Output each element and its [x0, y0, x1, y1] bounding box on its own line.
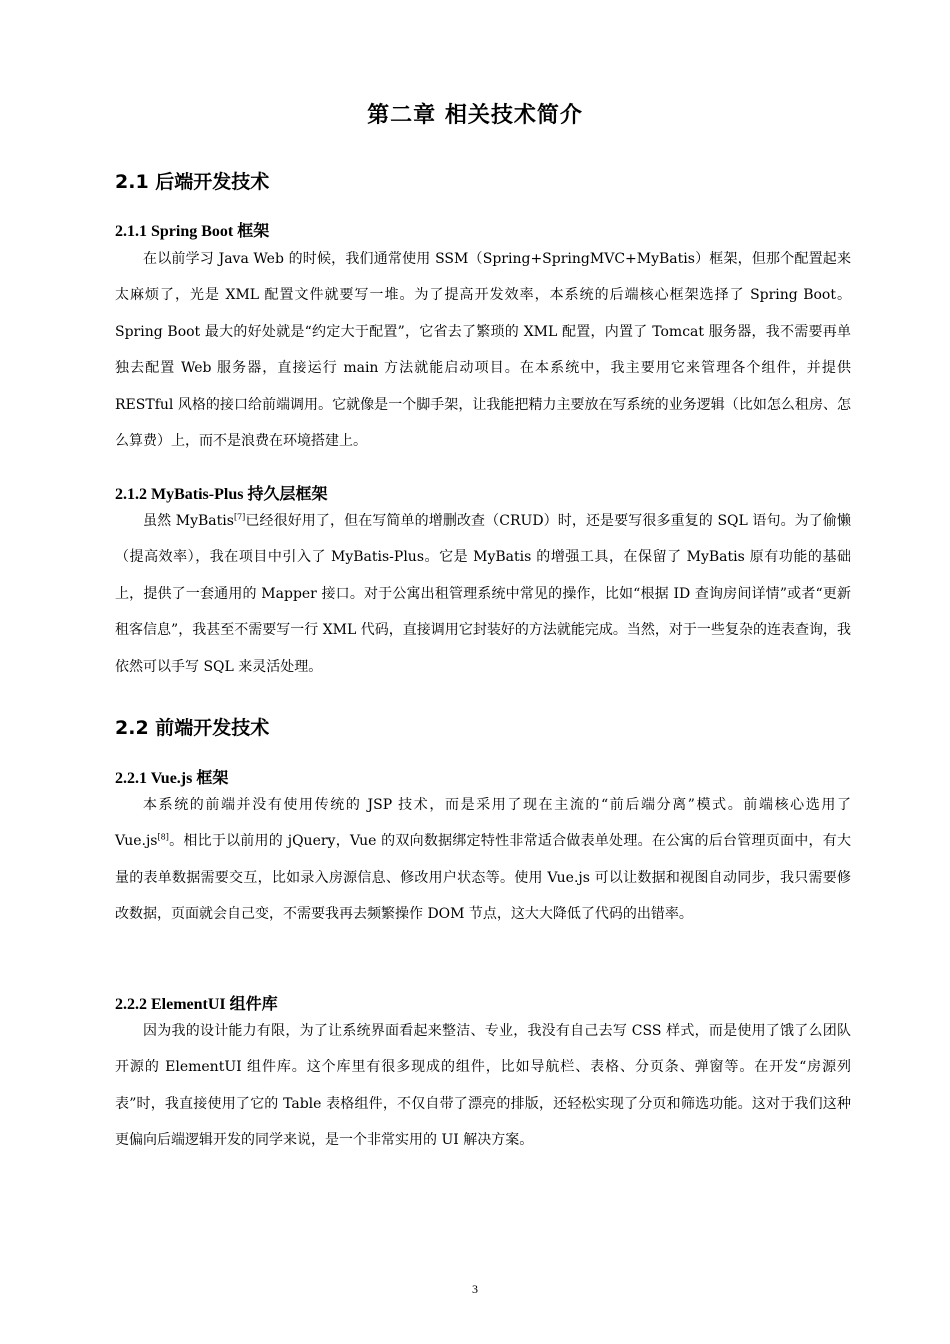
subsection-heading-2-2-2: 2.2.2 ElementUI 组件库: [115, 996, 278, 1013]
subsection-heading-2-1-1: 2.1.1 Spring Boot 框架: [115, 223, 270, 240]
citation-ref: [8]: [157, 832, 169, 842]
section-heading-2-2: 2.2 前端开发技术: [115, 717, 270, 739]
subsection-heading-2-1-2: 2.1.2 MyBatis-Plus 持久层框架: [115, 486, 328, 503]
paragraph-text: 。相比于以前用的 jQuery，Vue 的双向数据绑定特性非常适合做表单处理。在公寓的后台管理页面中，有大量的表单数据需要交互，比如录入房源信息、修改用户状态等。使用 Vue.js 可以让数据和视图自动同步，我只需要修改数据，页面就会自己变，不需要我再去频繁操作 DOM 节点，这大大降低了代码的出错率。: [115, 833, 851, 923]
paragraph-mybatis-plus: [115, 503, 851, 685]
subsection-heading-2-2-1: 2.2.1 Vue.js 框架: [115, 770, 229, 787]
paragraph-spring-boot: 在以前学习 Java Web 的时候，我们通常使用 SSM（Spring+SpringMVC+MyBatis）框架，但那个配置起来太麻烦了，光是 XML 配置文件就要写一堆。为了提高开发效率，本系统的后端核心框架选择了 Spring Boot。Spring Boot 最大的好处就是“约定大于配置”，它省去了繁琐的 XML 配置，内置了 Tomcat 服务器，我不需要再单独去配置 Web 服务器，直接运行 main 方法就能启动项目。在本系统中，我主要用它来管理各个组件，并提供 RESTful 风格的接口给前端调用。它就像是一个脚手架，让我能把精力主要放在写系统的业务逻辑（比如怎么租房、怎么算费）上，而不是浪费在环境搭建上。: [115, 251, 851, 450]
paragraph-elementui: 因为我的设计能力有限，为了让系统界面看起来整洁、专业，我没有自己去写 CSS 样式，而是使用了饿了么团队开源的 ElementUI 组件库。这个库里有很多现成的组件，比如导航栏、表格、分页条、弹窗等。在开发“房源列表”时，我直接使用了它的 Table 表格组件，不仅自带了漂亮的排版，还轻松实现了分页和筛选功能。这对于我们这种更偏向后端逻辑开发的同学来说，是一个非常实用的 UI 解决方案。: [115, 1023, 851, 1149]
paragraph-text: 虽然 MyBatis: [143, 513, 234, 529]
page-number: 3: [472, 1282, 478, 1296]
citation-ref: [7]: [233, 512, 246, 522]
paragraph-vue: [115, 787, 851, 933]
chapter-title: 第二章 相关技术简介: [367, 103, 583, 128]
section-heading-2-1: 2.1 后端开发技术: [115, 171, 270, 193]
paragraph-text: 本系统的前端并没有使用传统的 JSP 技术，而是采用了现在主流的“前后端分离”模式。前端核心选用了 Vue.js: [115, 797, 851, 850]
paragraph-text: 已经很好用了，但在写简单的增删改查（CRUD）时，还是要写很多重复的 SQL 语句。为了偷懒（提高效率），我在项目中引入了 MyBatis-Plus。它是 MyBatis 的增强工具，在保留了 MyBatis 原有功能的基础上，提供了一套通用的 Mapper 接口。对于公寓出租管理系统中常见的操作，比如“根据 ID 查询房间详情”或者“更新租客信息”，我甚至不需要写一行 XML 代码，直接调用它封装好的方法就能完成。当然，对于一些复杂的连表查询，我依然可以手写 SQL 来灵活处理。: [115, 513, 851, 675]
